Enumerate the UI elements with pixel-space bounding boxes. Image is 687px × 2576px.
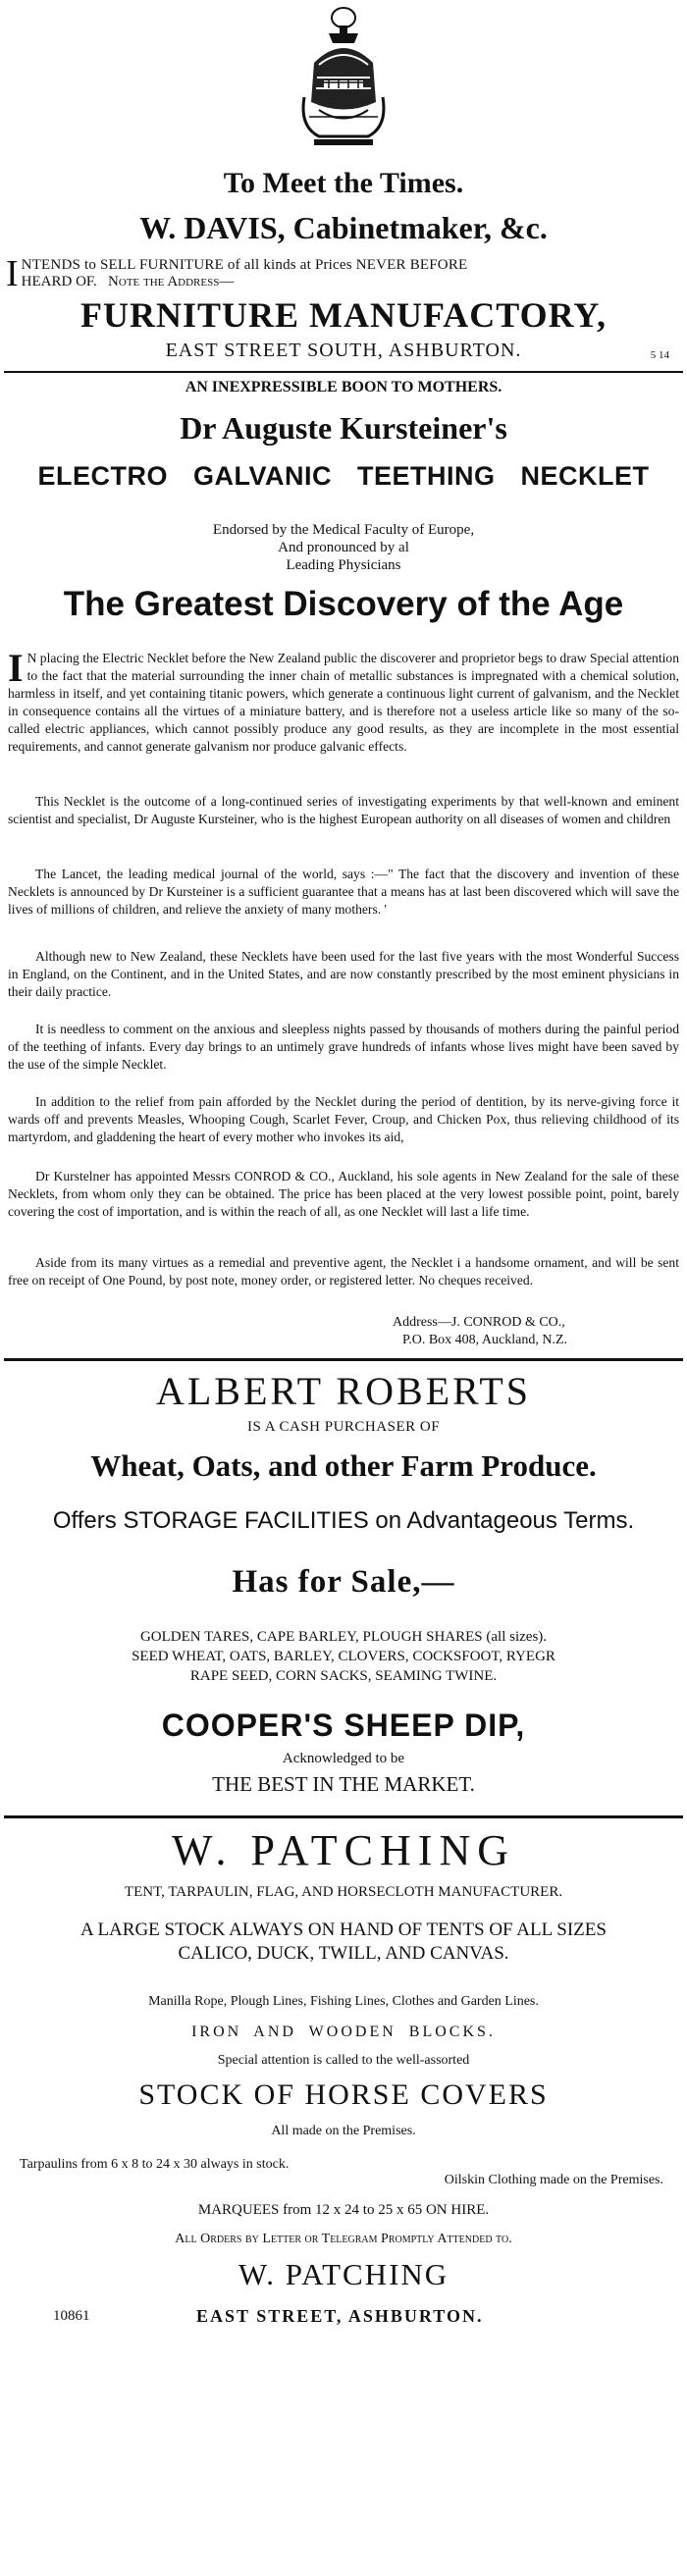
roberts-storage: Offers STORAGE FACILITIES on Advantageous Terms. [52,1507,635,1534]
patching-horse-covers: STOCK OF HORSE COVERS [138,2078,549,2111]
helmet-trophy-icon [290,4,397,151]
davis-address: EAST STREET SOUTH, ASHBURTON. [165,340,522,361]
patching-stock-1: A LARGE STOCK ALWAYS ON HAND OF TENTS OF ALL SIZES [80,1919,607,1940]
davis-logo [0,4,687,156]
necklet-paragraph-2: This Necklet is the outcome of a long-continued series of investigating experiments by that well-known and eminent scientist and specialist, Dr Auguste Kursteiner, who is the highest European authority on all diseases of women and children [8,794,679,826]
roberts-produce: Wheat, Oats, and other Farm Produce. [90,1448,597,1483]
necklet-endorse-3: Leading Physicians [286,557,401,573]
necklet-endorse-1: Endorsed by the Medical Faculty of Europe, [212,522,475,538]
roberts-line-3: RAPE SEED, CORN SACKS, SEAMING TWINE. [189,1668,498,1684]
divider [4,1358,683,1361]
divider [4,371,683,373]
patching-stock-2: CALICO, DUCK, TWILL, AND CANVAS. [178,1943,509,1964]
patching-name: W. PATCHING [171,1826,516,1874]
davis-ref: 5 14 [650,349,669,361]
necklet-paragraph-3: The Lancet, the leading medical journal of the world, says :—" The fact that the discovery and invention of these Necklets is announced by Dr Kursteiner is a sufficient guarantee that a means has at last been discovered which will save the lives of millions of children, and relieve the anxiety of many mothers. ' [8,867,679,917]
necklet-paragraph-6: In addition to the relief from pain afforded by the Necklet during the period of dentition, by its nerve-giving force it wards off and prevents Measles, Whooping Cough, Scarlet Fever, Croup, and Chicken Pox, thus relieving childhood of its martyrdom, and gladdening the heart of every mother who invokes its aid, [8,1094,679,1144]
necklet-paragraph-1-text: N placing the Electric Necklet before the New Zealand public the discoverer and proprietor begs to draw Special attention to the fact that the material surrounding the inner chain of metallic substances is impregnated with a chemical solution, harmless in itself, and yet containing titanic powers, which generate a continuous light current of galvanism, and the Necklet in consequence contains all the virtues of a miniature battery, and is therefore not a useless article like so many of the so-called electric appliances, which cannot possibly produce any good results, as they are incomplete in the most essential requirements, and cannot generate galvanism nor produce galvanic effects. [8,651,679,754]
patching-signature: W. PATCHING [238,2257,449,2291]
patching-rope: Manilla Rope, Plough Lines, Fishing Lines, Clothes and Garden Lines. [148,1994,539,2009]
roberts-line-1: GOLDEN TARES, CAPE BARLEY, PLOUGH SHARES (all sizes). [139,1629,548,1645]
necklet-paragraph-1 [8,646,679,756]
necklet-boon: AN INEXPRESSIBLE BOON TO MOTHERS. [185,379,502,395]
patching-made: All made on the Premises. [271,2124,416,2138]
patching-blocks: IRON AND WOODEN BLOCKS. [191,2024,496,2040]
necklet-address-2: P.O. Box 408, Auckland, N.Z. [402,1333,567,1347]
divider [4,1815,683,1818]
necklet-paragraph-8: Aside from its many virtues as a remedial and preventive agent, the Necklet i a handsome ornament, and will be sent free on receipt of One Pound, by post note, money order, or registered letter. No cheques received. [8,1255,679,1288]
roberts-sheep-dip: COOPER'S SHEEP DIP, [161,1708,526,1743]
davis-intends-line-2: HEARD OF. [21,274,97,289]
davis-manufactory: FURNITURE MANUFACTORY, [79,295,608,335]
patching-orders: All Orders by Letter or Telegram Promptly Attended to. [175,2232,512,2246]
roberts-best: THE BEST IN THE MARKET. [212,1772,475,1796]
necklet-endorse-2: And pronounced by al [278,540,409,555]
necklet-paragraph-7: Dr Kurstelner has appointed Messrs CONROD & CO., Auckland, his sole agents in New Zealand for the sale of these Necklets, from whom only they can be obtained. The price has been placed at the very lowest possible point, point, barely covering the cost of importation, and is within the reach of all, as one Necklet will last a life time. [8,1169,679,1219]
patching-special: Special attention is called to the well-assorted [217,2053,470,2068]
necklet-paragraph-5: It is needless to comment on the anxious and sleepless nights passed by thousands of mothers during the painful period of the teething of infants. Every day brings to an untimely grave hundreds of infants whose lives might have been saved by the use of the simple Necklet. [8,1022,679,1072]
roberts-has-for-sale: Has for Sale,— [232,1564,455,1600]
necklet-headline: The Greatest Discovery of the Age [63,585,624,623]
patching-address: EAST STREET, ASHBURTON. [196,2306,484,2326]
necklet-product: ELECTRO GALVANIC TEETHING NECKLET [37,461,650,491]
necklet-address-1: Address—J. CONROD & CO., [393,1315,565,1330]
patching-trade: TENT, TARPAULIN, FLAG, AND HORSECLOTH MANUFACTURER. [124,1884,563,1900]
dropcap: I [8,646,24,690]
davis-headline: To Meet the Times. [223,167,464,199]
roberts-name: ALBERT ROBERTS [155,1369,532,1413]
davis-intends: I NTENDS to SELL FURNITURE of all kinds at Prices NEVER BEFORE HEARD OF. Note the Address— [6,257,681,290]
patching-ref: 10861 [53,2308,90,2324]
davis-intends-line-1: NTENDS to SELL FURNITURE of all kinds at Prices NEVER BEFORE [21,257,468,273]
patching-marquees: MARQUEES from 12 x 24 to 25 x 65 ON HIRE. [197,2202,490,2218]
davis-name: W. DAVIS, Cabinetmaker, &c. [139,210,548,245]
roberts-acknowledged: Acknowledged to be [282,1751,405,1766]
davis-note: Note the Address— [108,274,235,289]
patching-tarpaulins: Tarpaulins from 6 x 8 to 24 x 30 always in stock. [20,2157,290,2172]
roberts-is-a: IS A CASH PURCHASER OF [246,1419,441,1435]
necklet-doctor: Dr Auguste Kursteiner's [180,410,507,446]
necklet-paragraph-4: Although new to New Zealand, these Necklets have been used for the last five years with the most Wonderful Success in England, on the Continent, and in the United States, and are now constantly prescribed by the most eminent physicians in their daily practice. [8,949,679,999]
patching-oilskin: Oilskin Clothing made on the Premises. [444,2173,663,2187]
roberts-line-2: SEED WHEAT, OATS, BARLEY, CLOVERS, COCKSFOOT, RYEGR [132,1649,555,1664]
